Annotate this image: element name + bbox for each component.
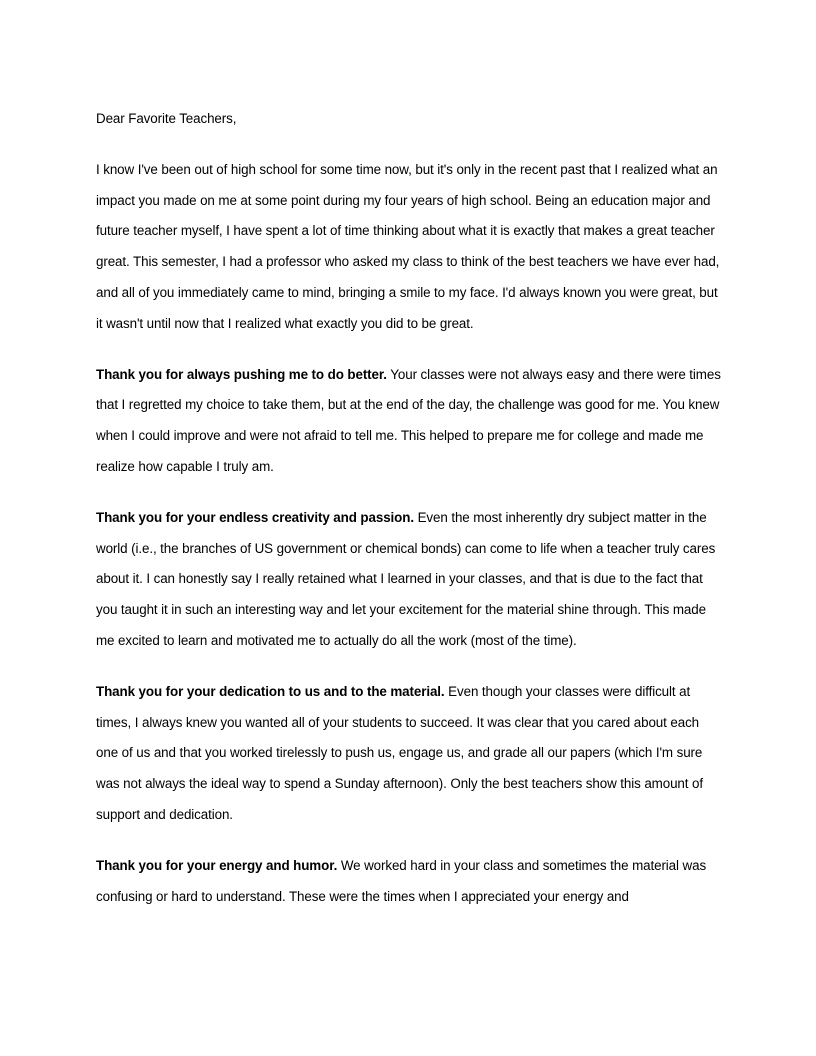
paragraph-text: We worked hard in your class and sometimes the material was confusing or hard to understand. These were the times when I appreciated your energy and	[96, 857, 707, 904]
paragraph-heading: Thank you for your endless creativity and passion.	[96, 509, 414, 525]
paragraph-energy	[96, 851, 724, 913]
paragraph-pushing	[96, 360, 724, 483]
paragraph-heading: Thank you for your dedication to us and to the material.	[96, 683, 445, 699]
paragraph-text: Your classes were not always easy and there were times that I regretted my choice to take them, but at the end of the day, the challenge was good for me. You knew when I could improve and were not afraid to tell me. This helped to prepare me for college and made me realize how capable I truly am.	[96, 366, 721, 474]
paragraph-creativity	[96, 503, 724, 657]
paragraph-heading: Thank you for always pushing me to do better.	[96, 366, 387, 382]
paragraph-dedication	[96, 677, 724, 831]
salutation: Dear Favorite Teachers,	[96, 111, 237, 126]
paragraph-text: Even though your classes were difficult at times, I always knew you wanted all of your students to succeed. It was clear that you cared about each one of us and that you worked tirelessly to push us, engage us, and grade all our papers (which I'm sure was not always the ideal way to spend a Sunday afternoon). Only the best teachers show this amount of support and dedication.	[96, 683, 703, 822]
intro-paragraph: I know I've been out of high school for some time now, but it's only in the recent past that I realized what an impact you made on me at some point during my four years of high school. Being an education major and future teacher myself, I have spent a lot of time thinking about what it is exactly that makes a great teacher great. This semester, I had a professor who asked my class to think of the best teachers we have ever had, and all of you immediately came to mind, bringing a smile to my face. I'd always known you were great, but it wasn't until now that I realized what exactly you did to be great.	[96, 161, 720, 331]
paragraph-heading: Thank you for your energy and humor.	[96, 857, 338, 873]
letter-body	[96, 104, 724, 932]
paragraph-text: Even the most inherently dry subject matter in the world (i.e., the branches of US government or chemical bonds) can come to life when a teacher truly cares about it. I can honestly say I really retained what I learned in your classes, and that is due to the fact that you taught it in such an interesting way and let your excitement for the material shine through. This made me excited to learn and motivated me to actually do all the work (most of the time).	[96, 509, 716, 648]
